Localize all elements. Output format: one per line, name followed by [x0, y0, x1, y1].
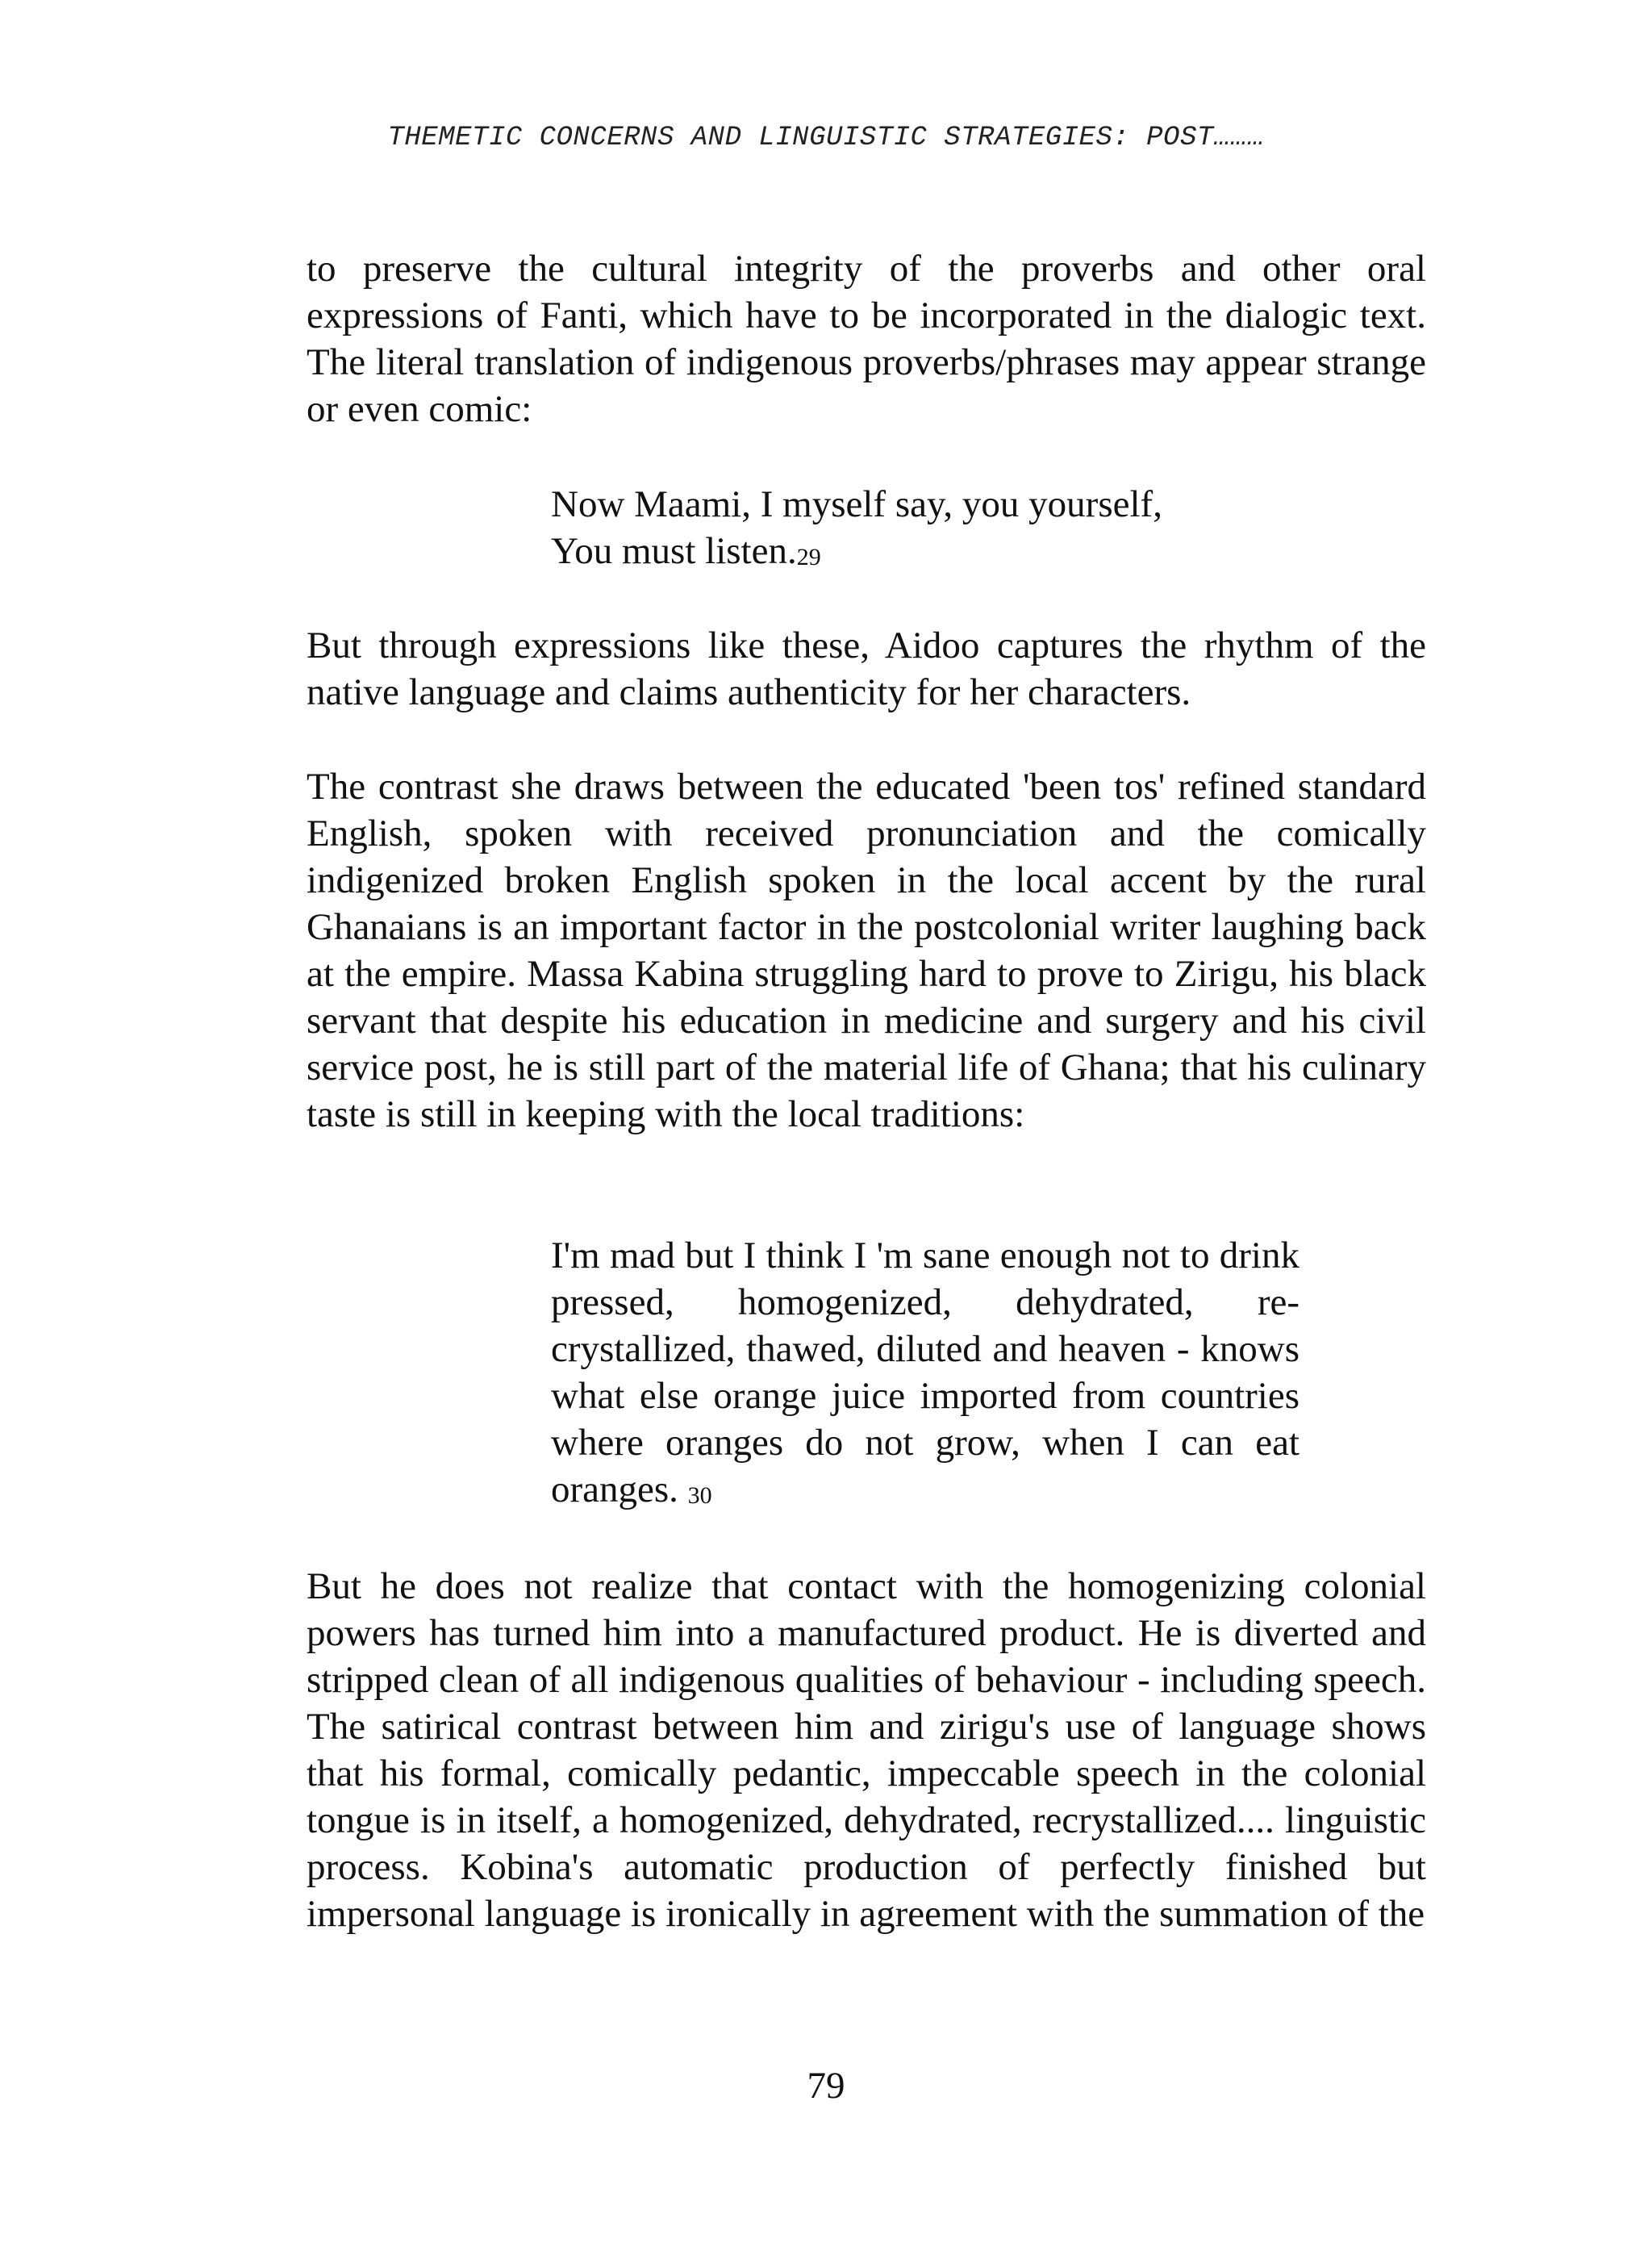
running-header: THEMETIC CONCERNS AND LINGUISTIC STRATEGIES: POST……… — [387, 123, 1265, 153]
endnote-ref-30: 30 — [687, 1482, 712, 1509]
body-paragraph-3: The contrast she draws between the educated 'been tos' refined standard English, spoken with received pronunciation and the comically indigenized broken English spoken in the local accent by the rural Ghanaians is an important factor in the postcolonial writer laughing back at the empire. Massa Kabina struggling hard to prove to Zirigu, his black servant that despite his education in medicine and surgery and his civil service post, he is still part of the material life of Ghana; that his culinary taste is still in keeping with the local traditions: — [307, 766, 1426, 1135]
block-quote-1 — [551, 481, 1162, 581]
quote-line-1: Now Maami, I myself say, you yourself, — [551, 483, 1162, 525]
block-quote-2 — [551, 1232, 1299, 1519]
body-paragraph-1: to preserve the cultural integrity of the proverbs and other oral expressions of Fanti, which have to be incorporated in the dialogic text. The literal translation of indigenous proverbs/phrases may appear strange or even comic: — [307, 248, 1426, 430]
body-paragraph-2: But through expressions like these, Aidoo captures the rhythm of the native language and claims authenticity for her characters. — [307, 625, 1426, 713]
page-number: 79 — [807, 2065, 845, 2107]
quote-line-2-text: You must listen. — [551, 530, 797, 572]
body-paragraph-4: But he does not realize that contact with the homogenizing colonial powers has turned him into a manufactured product. He is diverted and stripped clean of all indigenous qualities of behaviour - including speech. The satirical contrast between him and zirigu's use of language shows that his formal, comically pedantic, impeccable speech in the colonial tongue is in itself, a homogenized, dehydrated, recrystallized.... linguistic process. Kobina's automatic production of perfectly finished but impersonal language is ironically in agreement with the summation of the — [307, 1565, 1426, 1935]
endnote-ref-29: 29 — [796, 544, 821, 570]
quote-line-2 — [551, 528, 1162, 581]
quote-2-text: I'm mad but I think I 'm sane enough not to drink pressed, homogenized, dehydrated, re-crystallized, thawed, diluted and heaven - knows what else orange juice imported from countries where oranges do not grow, when I can eat oranges. — [551, 1234, 1299, 1510]
